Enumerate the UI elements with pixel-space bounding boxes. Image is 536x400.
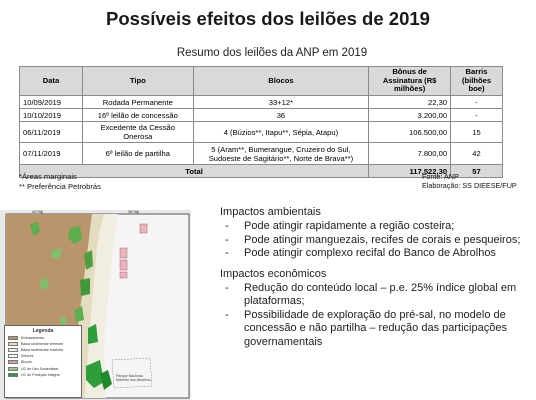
header-bonus: Bônus de Assinatura (R$ milhões) [369,67,451,96]
cell-type: Rodada Permanente [82,96,193,109]
impacts-text [220,206,536,349]
list-item: - Pode atingir rapidamente a região costeira; [220,220,536,233]
cell-bonus: 22,30 [369,96,451,109]
cell-bonus: 3.200,00 [369,109,451,122]
table-row [20,143,503,165]
economic-impacts-title: Impactos econômicos [220,267,327,280]
prepared-by-label: Elaboração: SS DIEESE/FUP [422,181,517,190]
legend-item [8,341,81,346]
cell-bonus: 7.800,00 [369,143,451,165]
table-notes [19,172,101,192]
table-header-row [20,67,503,96]
list-item: - Pode atingir complexo recifal do Banco de Abrolhos [220,247,536,260]
tick-label-40w: 40°W [32,210,42,214]
legend-swatch [8,367,18,371]
legend-swatch [8,360,18,364]
slide-title: Possíveis efeitos dos leilões de 2019 [106,8,430,29]
cell-date: 06/11/2019 [20,122,83,143]
cell-type: 6º leilão de partilha [82,143,193,165]
legend-item [8,347,81,352]
cell-date: 10/10/2019 [20,109,83,122]
cell-date: 10/09/2019 [20,96,83,109]
total-bonus: 117.522,30 [369,165,451,178]
source-label: Fonte: ANP [422,172,459,181]
legend-item [8,354,81,359]
total-barrels: 57 [451,165,503,178]
legend-label: UC de Uso Sustentável [21,366,59,371]
legend-item [8,335,81,340]
table-row [20,122,503,143]
table-row [20,109,503,122]
legend-label: Setores [21,354,34,359]
auctions-table [19,66,503,178]
sea-area-label: Parque Nacional Marinho dos Abrolhos [116,374,151,382]
list-item: - Redução do conteúdo local – p.e. 25% índice global em plataformas; [220,282,536,309]
legend-title: Legenda [32,328,54,334]
legend-swatch [8,348,18,352]
list-item: - Pode atingir manguezais, recifes de corais e pesqueiros; [220,234,536,247]
cell-blocks: 4 (Búzios**, Itapu**, Sépia, Atapu) [193,122,369,143]
header-type: Tipo [82,67,193,96]
environmental-impacts-list [220,220,536,260]
cell-blocks: 5 (Aram**, Bumerangue, Cruzeiro do Sul, Sudoeste de Sagitário**, Norte de Brava**) [193,143,369,165]
legend-swatch [8,336,18,340]
table-caption: Resumo dos leilões da ANP em 2019 [176,47,368,59]
header-blocks: Blocos [193,67,369,96]
legend-swatch [8,354,18,358]
tick-label-38w: 38°W [128,210,138,214]
header-barrels: Barris (bilhões boe) [451,67,503,96]
cell-blocks: 33+12* [193,96,369,109]
cell-type: 16º leilão de concessão [82,109,193,122]
legend-swatch [8,373,18,377]
cell-barrels: 15 [451,122,503,143]
cell-blocks: 36 [193,109,369,122]
legend-label: Embasamento [21,335,45,340]
legend-label: Blocos [21,360,32,365]
cell-bonus: 106.500,00 [369,122,451,143]
total-label: Total [20,165,369,178]
cell-barrels: - [451,109,503,122]
legend-item [8,366,81,371]
legend-swatch [8,342,18,346]
table-source [422,172,517,190]
legend-label: Bacia sedimentar terrestre [21,341,64,346]
cell-barrels: 42 [451,143,503,165]
header-date: Data [20,67,83,96]
list-item: - Possibilidade de exploração do pré-sal, no modelo de concessão e não partilha – redução das participações governamentais [220,309,536,349]
legend-label: Bacia sedimentar marinha [21,347,63,352]
note-marginal: *Áreas marginais [19,172,77,181]
legend-item [8,372,81,377]
environmental-impacts-title: Impactos ambientais [220,206,321,218]
legend-label: UC de Proteção Integral [21,372,60,377]
economic-impacts-list [220,282,536,349]
cell-barrels: - [451,96,503,109]
map-legend [4,325,82,398]
cell-date: 07/11/2019 [20,143,83,165]
cell-type: Excedente da Cessão Onerosa [82,122,193,143]
note-preference: ** Preferência Petrobrás [19,182,101,191]
table-row [20,96,503,109]
legend-item [8,360,81,365]
